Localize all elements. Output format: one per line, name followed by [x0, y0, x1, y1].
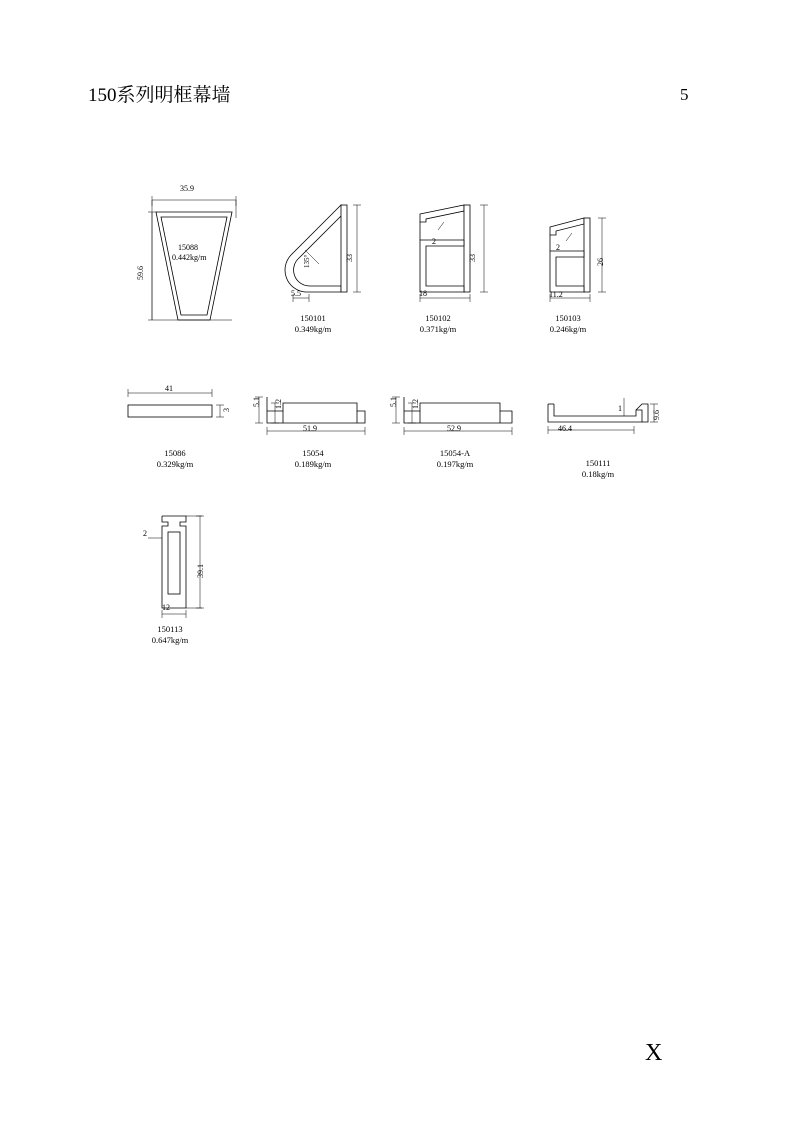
profile-150101-drawing	[283, 200, 373, 300]
dim-150113-bottom: 12	[162, 603, 170, 612]
inline-weight-15088: 0.442kg/m	[172, 253, 207, 262]
dim-15054-inner: 1.2	[274, 399, 283, 409]
dim-15088-top: 35.9	[180, 184, 194, 193]
dim-150111-tick: 1	[618, 404, 622, 413]
code-15086: 15086	[164, 448, 186, 458]
profile-150102-drawing	[408, 200, 498, 300]
inline-code-15088: 15088	[178, 243, 198, 252]
profile-15088-drawing	[140, 190, 250, 340]
dim-150113-left: 2	[143, 529, 147, 538]
dim-15086-right: 3	[222, 408, 231, 412]
code-150102: 150102	[425, 313, 451, 323]
code-15054: 15054	[302, 448, 324, 458]
dim-15054A-bottom: 52.9	[447, 424, 461, 433]
profile-150111-drawing	[538, 390, 658, 445]
dim-150102-bottom: 18	[419, 289, 427, 298]
profile-15086-drawing	[120, 385, 230, 435]
dim-15086-top: 41	[165, 384, 173, 393]
caption-15054	[258, 448, 368, 470]
dim-150103-thickness: 2	[556, 243, 560, 252]
dim-150103-bottom: 11.2	[549, 290, 563, 299]
dim-150102-right: 33	[468, 254, 477, 262]
dim-15054-left: 5.1	[252, 397, 261, 407]
caption-150113	[115, 624, 225, 646]
dim-15054A-left: 5.1	[389, 397, 398, 407]
caption-150103	[513, 313, 623, 335]
weight-150103: 0.246kg/m	[549, 324, 587, 334]
weight-150113: 0.647kg/m	[151, 635, 189, 645]
code-15054A: 15054-A	[439, 448, 471, 458]
dim-150102-thickness: 2	[432, 237, 436, 246]
code-150101: 150101	[300, 313, 326, 323]
caption-150102	[383, 313, 493, 335]
dim-150111-bottom: 46.4	[558, 424, 572, 433]
page-title: 150系列明框幕墙	[88, 85, 231, 106]
caption-15054A	[400, 448, 510, 470]
dim-150111-right: 9.6	[652, 410, 661, 420]
code-150111: 150111	[585, 458, 611, 468]
weight-150102: 0.371kg/m	[419, 324, 457, 334]
dim-150101-right: 33	[345, 254, 354, 262]
caption-150101	[258, 313, 368, 335]
dim-15054A-inner: 1.2	[411, 399, 420, 409]
dim-150101-bottom: 5.5	[291, 289, 301, 298]
weight-150111: 0.18kg/m	[581, 469, 615, 479]
dim-150101-angle: 135°	[303, 254, 311, 268]
dim-15088-left: 59.6	[136, 266, 145, 280]
code-150103: 150103	[555, 313, 581, 323]
caption-15086	[120, 448, 230, 470]
footer-mark: X	[645, 1040, 663, 1066]
weight-15054: 0.189kg/m	[294, 459, 332, 469]
code-150113: 150113	[157, 624, 183, 634]
weight-15086: 0.329kg/m	[156, 459, 194, 469]
profile-150113-drawing	[140, 508, 240, 618]
dim-15054-bottom: 51.9	[303, 424, 317, 433]
dim-150113-right: 39.1	[196, 564, 205, 578]
weight-15054A: 0.197kg/m	[436, 459, 474, 469]
weight-150101: 0.349kg/m	[294, 324, 332, 334]
caption-150111	[543, 458, 653, 480]
page-number: 5	[680, 85, 689, 104]
dim-150103-right: 26	[596, 258, 605, 266]
